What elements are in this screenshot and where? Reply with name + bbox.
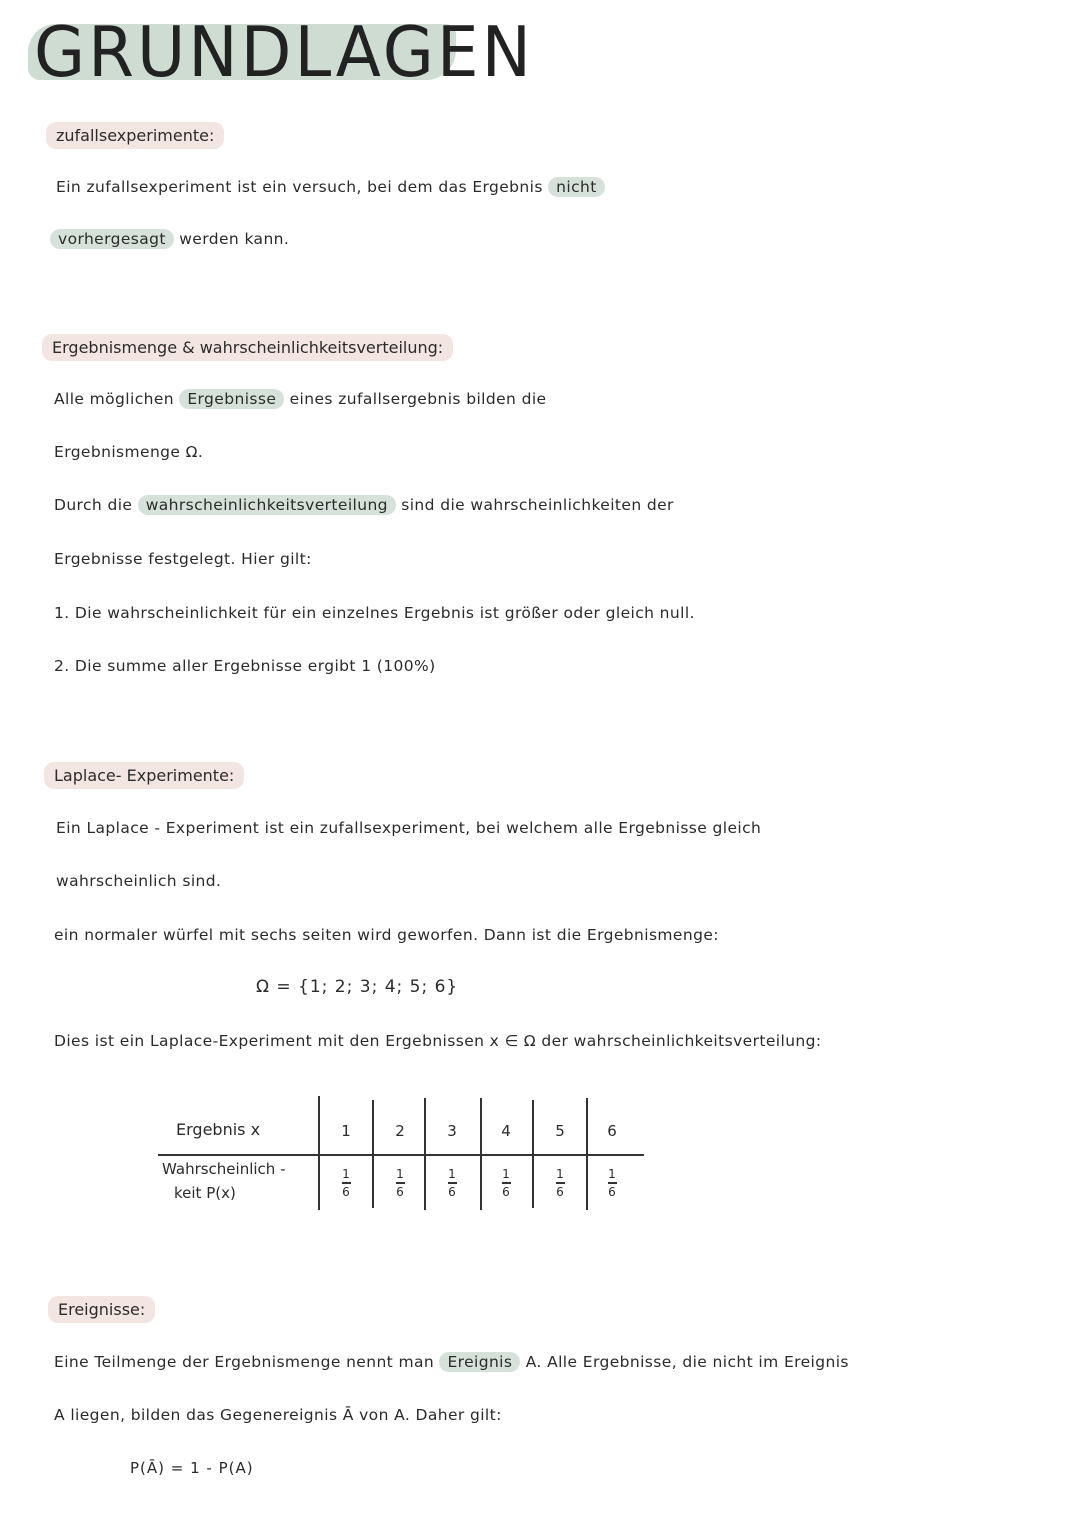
section-heading-ergebnismenge: Ergebnismenge & wahrscheinlichkeitsverteilung: <box>42 334 453 361</box>
fraction <box>502 1168 511 1198</box>
table-cell-value: 5 <box>555 1122 565 1140</box>
fraction-numerator: 1 <box>396 1167 404 1181</box>
probability-table <box>158 1096 646 1212</box>
fraction-denominator: 6 <box>608 1184 616 1199</box>
table-row-label-wahrscheinlichkeit-b: keit P(x) <box>174 1184 236 1202</box>
text-line: ein normaler würfel mit sechs seiten wird geworfen. Dann ist die Ergebnismenge: <box>54 926 719 944</box>
table-cell-value: 4 <box>501 1122 511 1140</box>
section-heading-ereignisse: Ereignisse: <box>48 1296 155 1323</box>
text-line <box>54 1353 849 1371</box>
fraction-bar <box>502 1182 511 1184</box>
table-cell-value: 2 <box>395 1122 405 1140</box>
fraction-numerator: 1 <box>608 1167 616 1181</box>
fraction-denominator: 6 <box>396 1184 404 1199</box>
table-cell-value: 3 <box>447 1122 457 1140</box>
text-line <box>54 496 674 514</box>
text-segment: A. Alle Ergebnisse, die nicht im Ereignis <box>525 1353 849 1371</box>
text-line: 2. Die summe aller Ergebnisse ergibt 1 (100%) <box>54 657 436 675</box>
text-segment: Alle möglichen <box>54 390 175 408</box>
text-segment: Eine Teilmenge der Ergebnismenge nennt man <box>54 1353 435 1371</box>
highlight-vorhergesagt: vorhergesagt <box>50 229 174 249</box>
table-cell-value: 6 <box>607 1122 617 1140</box>
fraction-bar <box>448 1182 457 1184</box>
highlight-ereignis: Ereignis <box>439 1352 520 1372</box>
fraction-numerator: 1 <box>502 1167 510 1181</box>
formula-gegenereignis: P(Ā) = 1 - P(A) <box>130 1459 254 1477</box>
fraction-denominator: 6 <box>502 1184 510 1199</box>
table-cell-probability <box>586 1164 638 1198</box>
fraction-denominator: 6 <box>448 1184 456 1199</box>
text-line: Ergebnismenge Ω. <box>54 443 204 461</box>
fraction-numerator: 1 <box>448 1167 456 1181</box>
table-cell-probability <box>480 1164 532 1198</box>
page-title: GRUNDLAGEN <box>34 12 534 93</box>
highlight-wahrscheinlichkeitsverteilung: wahrscheinlichkeitsverteilung <box>138 495 396 515</box>
fraction <box>556 1168 565 1198</box>
fraction-bar <box>342 1182 351 1184</box>
fraction <box>396 1168 405 1198</box>
fraction <box>448 1168 457 1198</box>
fraction <box>342 1168 351 1198</box>
fraction-denominator: 6 <box>556 1184 564 1199</box>
fraction-bar <box>556 1182 565 1184</box>
fraction-numerator: 1 <box>556 1167 564 1181</box>
section-heading-zufallsexperimente: zufallsexperimente: <box>46 122 224 149</box>
fraction-bar <box>608 1182 617 1184</box>
fraction <box>608 1168 617 1198</box>
text-segment: Durch die <box>54 496 133 514</box>
text-segment: Ein zufallsexperiment ist ein versuch, bei dem das Ergebnis <box>56 178 543 196</box>
table-cell-probability <box>374 1164 426 1198</box>
table-cell-probability <box>534 1164 586 1198</box>
fraction-numerator: 1 <box>342 1167 350 1181</box>
text-line: A liegen, bilden das Gegenereignis Ā von A. Daher gilt: <box>54 1406 502 1424</box>
highlight-ergebnisse: Ergebnisse <box>179 389 284 409</box>
fraction-denominator: 6 <box>342 1184 350 1199</box>
text-segment: eines zufallsergebnis bilden die <box>289 390 547 408</box>
text-line: 1. Die wahrscheinlichkeit für ein einzelnes Ergebnis ist größer oder gleich null. <box>54 604 695 622</box>
text-line <box>54 390 546 408</box>
text-line: Ergebnisse festgelegt. Hier gilt: <box>54 550 312 568</box>
text-line: wahrscheinlich sind. <box>56 872 222 890</box>
highlight-nicht: nicht <box>548 177 605 197</box>
section-heading-laplace: Laplace- Experimente: <box>44 762 244 789</box>
table-cell-probability <box>426 1164 478 1198</box>
table-row-label-ergebnis: Ergebnis x <box>176 1120 261 1139</box>
text-segment: werden kann. <box>179 230 290 248</box>
text-line: Dies ist ein Laplace-Experiment mit den Ergebnissen x ∈ Ω der wahrscheinlichkeitsverteilung: <box>54 1032 822 1050</box>
table-cell-probability <box>320 1164 372 1198</box>
text-line: Ein Laplace - Experiment ist ein zufallsexperiment, bei welchem alle Ergebnisse gleich <box>56 819 762 837</box>
text-segment: sind die wahrscheinlichkeiten der <box>401 496 674 514</box>
formula-omega: Ω = {1; 2; 3; 4; 5; 6} <box>256 977 459 997</box>
fraction-bar <box>396 1182 405 1184</box>
text-line <box>50 230 289 248</box>
table-horizontal-line <box>158 1154 644 1156</box>
text-line <box>56 178 605 196</box>
table-row-label-wahrscheinlichkeit: Wahrscheinlich - <box>162 1160 286 1178</box>
table-cell-value: 1 <box>341 1122 351 1140</box>
